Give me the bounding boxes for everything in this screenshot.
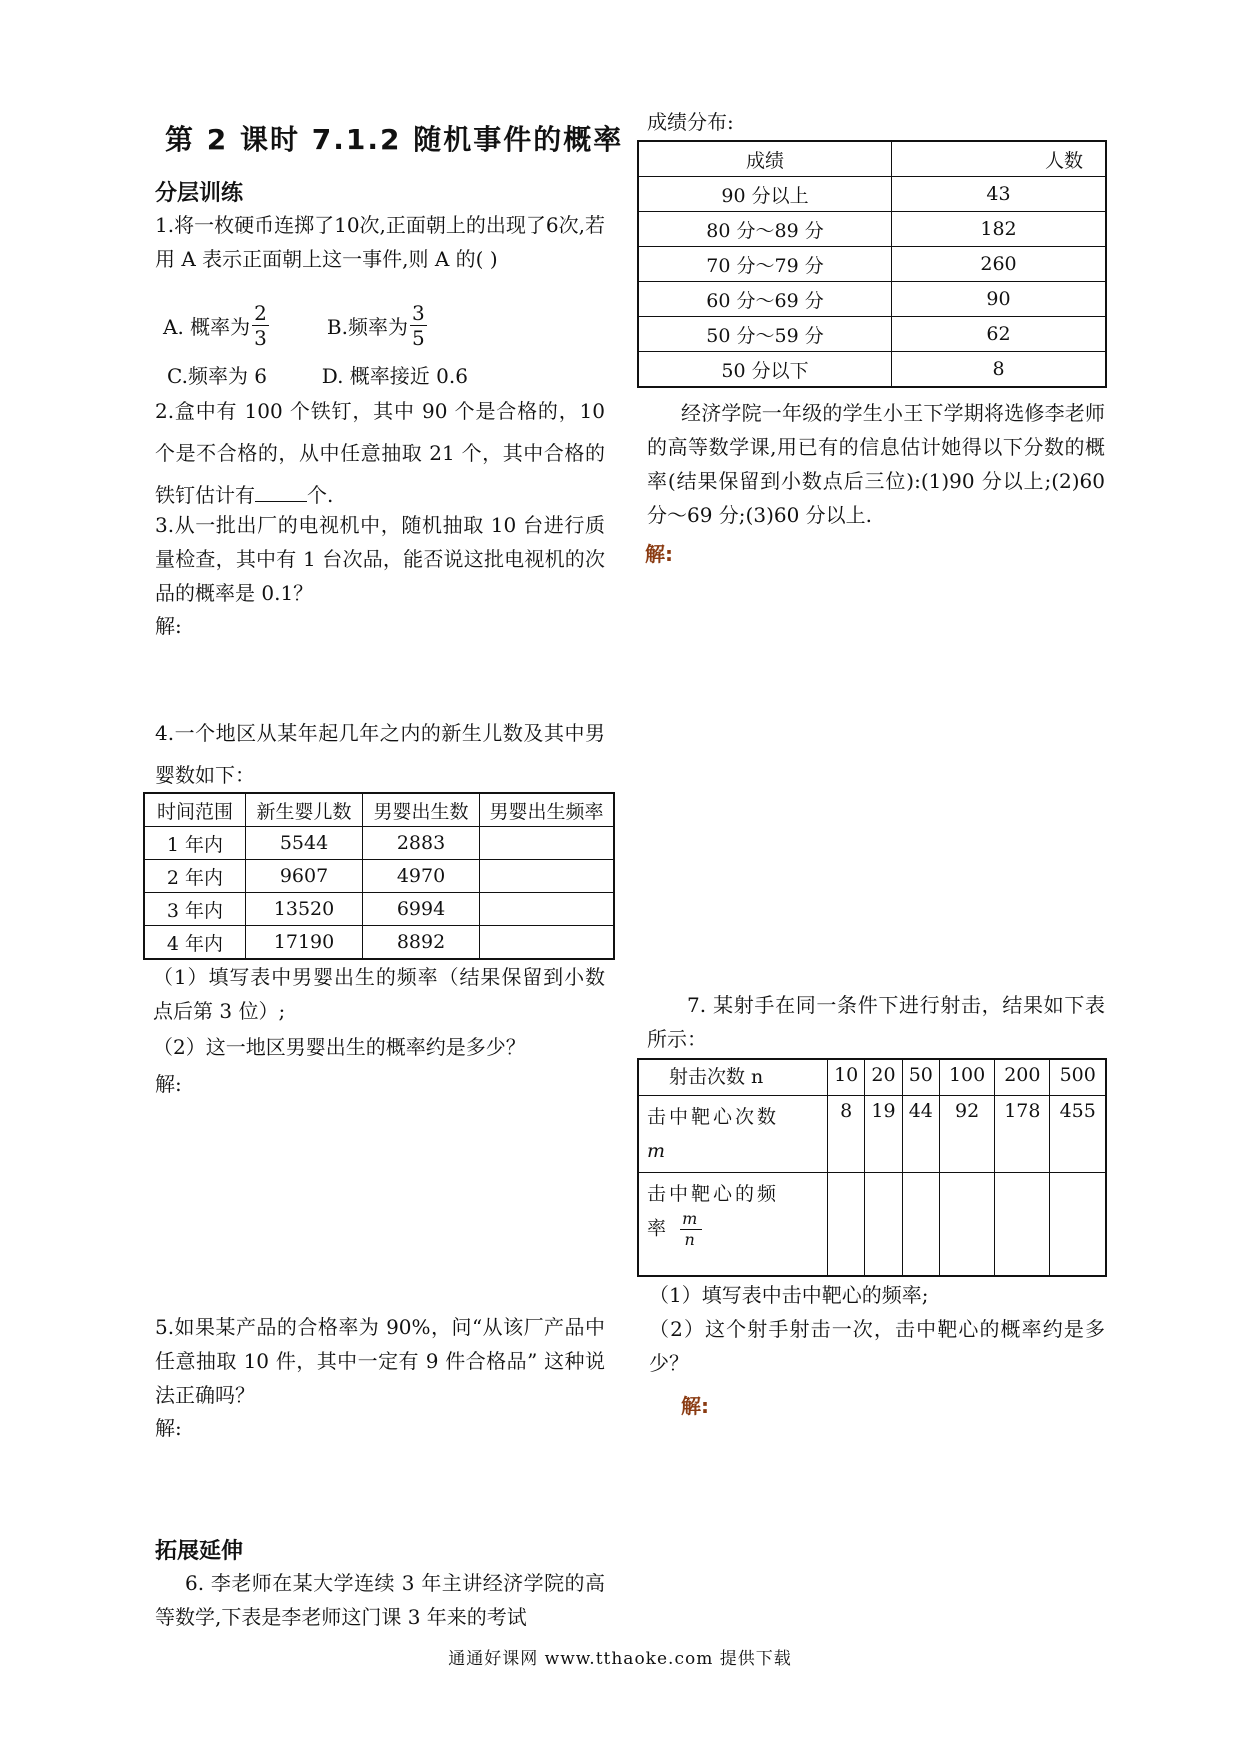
table-cell-blank[interactable]	[828, 1172, 865, 1276]
option-a-fraction	[252, 300, 269, 350]
question-7-sub-2: （2）这个射手射击一次，击中靶心的概率约是多少？	[649, 1317, 1105, 1375]
table-header-row	[144, 793, 614, 827]
table-cell: 500	[1050, 1059, 1106, 1095]
question-2-text-end: 个.	[307, 483, 334, 507]
question-7-sub-1: （1）填写表中击中靶心的频率;	[649, 1283, 929, 1307]
question-4-sub-1: （1）填写表中男婴出生的频率（结果保留到小数点后第 3 位）;	[153, 965, 605, 1023]
table-cell: 70 分～79 分	[638, 247, 892, 282]
table-cell: 200	[995, 1059, 1050, 1095]
table-cell: 3 年内	[144, 893, 246, 926]
section-heading-extend: 拓展延伸	[155, 1539, 244, 1564]
question-4-sub-2: （2）这一地区男婴出生的概率约是多少？	[153, 1035, 526, 1059]
table-header-cell: 成绩	[638, 141, 892, 177]
table-cell: 17190	[246, 926, 363, 960]
table-cell: 44	[902, 1095, 939, 1172]
table-header-cell: 时间范围	[144, 793, 246, 827]
births-table	[143, 792, 615, 960]
table-row	[638, 317, 1106, 352]
table-row	[144, 827, 614, 860]
table-cell: 455	[1050, 1095, 1106, 1172]
table-row	[638, 1059, 1106, 1095]
question-4-answer-label: 解:	[155, 1072, 182, 1096]
table-row	[638, 247, 1106, 282]
question-7-answer-label: 解:	[681, 1394, 709, 1418]
table-cell: 62	[892, 317, 1107, 352]
table-cell: 13520	[246, 893, 363, 926]
table-cell-blank[interactable]	[995, 1172, 1050, 1276]
table-cell-blank[interactable]	[865, 1172, 902, 1276]
table-header-cell: 男婴出生数	[363, 793, 480, 827]
table-cell: 10	[828, 1059, 865, 1095]
table-cell: 50 分以下	[638, 352, 892, 388]
table-row	[638, 352, 1106, 388]
table-cell-blank[interactable]	[902, 1172, 939, 1276]
row-label-frequency	[638, 1172, 828, 1276]
question-3-answer-label: 解:	[155, 614, 182, 638]
question-1-stem: 1.将一枚硬币连掷了10次,正面朝上的出现了6次,若用 A 表示正面朝上这一事件,则 A 的( )	[155, 213, 605, 271]
question-1-options-ab	[163, 298, 603, 352]
row-label-shots: 射击次数 n	[638, 1059, 828, 1095]
fraction-denominator: n	[684, 1229, 698, 1249]
fraction-numerator: m	[682, 1208, 701, 1228]
question-6-answer-label: 解:	[645, 542, 673, 566]
table-cell: 8	[828, 1095, 865, 1172]
table-cell-blank[interactable]	[480, 926, 615, 960]
question-2-text: 2.盒中有 100 个铁钉，其中 90 个是合格的，10 个是不合格的，从中任意抽取 21 个，其中合格的铁钉估计有	[155, 399, 605, 507]
table-cell: 50	[902, 1059, 939, 1095]
page-footer: 通通好课网 www.tthaoke.com 提供下载	[448, 1649, 792, 1669]
table-cell-blank[interactable]	[480, 860, 615, 893]
page-title: 第 2 课时 7.1.2 随机事件的概率	[165, 123, 624, 156]
table-cell: 178	[995, 1095, 1050, 1172]
table-header-cell: 人数	[892, 141, 1107, 177]
option-d-label: D. 概率接近 0.6	[321, 364, 468, 388]
question-5-answer-label: 解:	[155, 1416, 182, 1440]
question-6-stem: 6. 李老师在某大学连续 3 年主讲经济学院的高等数学,下表是李老师这门课 3 年来的考试	[155, 1571, 605, 1629]
table-cell: 2883	[363, 827, 480, 860]
scores-table	[637, 140, 1107, 388]
table-cell-blank[interactable]	[1050, 1172, 1106, 1276]
question-2-stem	[155, 390, 605, 516]
row-label-text: 击中靶心的频	[647, 1182, 780, 1205]
table-cell: 6994	[363, 893, 480, 926]
table-cell: 9607	[246, 860, 363, 893]
table-cell: 19	[865, 1095, 902, 1172]
table-cell: 8	[892, 352, 1107, 388]
table-row	[638, 212, 1106, 247]
table-cell: 20	[865, 1059, 902, 1095]
table-header-cell: 男婴出生频率	[480, 793, 615, 827]
table-cell: 60 分～69 分	[638, 282, 892, 317]
table-cell: 8892	[363, 926, 480, 960]
fraction-numerator: 3	[411, 300, 425, 325]
question-1-options-cd	[167, 360, 468, 389]
option-b-label: B.频率为	[326, 314, 408, 339]
table-cell: 90 分以上	[638, 177, 892, 212]
table-cell: 1 年内	[144, 827, 246, 860]
question-5-stem: 5.如果某产品的合格率为 90%，问“从该厂产品中任意抽取 10 件，其中一定有 9 件合格品” 这种说法正确吗？	[155, 1315, 605, 1407]
table-cell-blank[interactable]	[939, 1172, 994, 1276]
table-cell: 90	[892, 282, 1107, 317]
option-a-label: A. 概率为	[163, 314, 251, 339]
question-7-stem: 7. 某射手在同一条件下进行射击，结果如下表所示：	[647, 993, 1105, 1051]
shooting-table	[637, 1058, 1107, 1277]
question-6-continued: 成绩分布:	[647, 110, 734, 134]
table-row	[638, 1172, 1106, 1276]
fraction-denominator: 5	[411, 325, 425, 350]
row-label-text: 击中靶心次数	[647, 1105, 780, 1128]
answer-blank[interactable]	[255, 481, 307, 502]
table-row	[638, 282, 1106, 317]
table-cell: 4 年内	[144, 926, 246, 960]
variable-m: m	[647, 1139, 669, 1162]
table-cell-blank[interactable]	[480, 893, 615, 926]
table-cell: 50 分～59 分	[638, 317, 892, 352]
table-cell: 92	[939, 1095, 994, 1172]
question-6-question: 经济学院一年级的学生小王下学期将选修李老师的高等数学课,用已有的信息估计她得以下分数的概率(结果保留到小数点后三位):(1)90 分以上;(2)60 分～69 分;(3)60 分以上.	[647, 401, 1105, 527]
table-cell: 4970	[363, 860, 480, 893]
table-cell: 2 年内	[144, 860, 246, 893]
fraction-denominator: 3	[254, 325, 267, 350]
question-4-stem: 4.一个地区从某年起几年之内的新生儿数及其中男婴数如下：	[155, 721, 605, 787]
table-row	[638, 177, 1106, 212]
option-b-fraction	[410, 300, 427, 350]
row-label-text: 率	[647, 1217, 670, 1239]
table-row	[638, 1095, 1106, 1172]
table-cell: 182	[892, 212, 1107, 247]
table-header-cell: 新生婴儿数	[246, 793, 363, 827]
table-row	[144, 926, 614, 960]
table-cell: 260	[892, 247, 1107, 282]
section-heading-layered: 分层训练	[155, 181, 244, 206]
fraction-m-over-n	[680, 1208, 702, 1249]
row-label-hits	[638, 1095, 828, 1172]
fraction-numerator: 2	[254, 300, 267, 325]
table-header-row	[638, 141, 1106, 177]
table-cell: 100	[939, 1059, 994, 1095]
table-cell: 5544	[246, 827, 363, 860]
table-row	[144, 893, 614, 926]
table-cell-blank[interactable]	[480, 827, 615, 860]
question-3-stem: 3.从一批出厂的电视机中，随机抽取 10 台进行质量检查，其中有 1 台次品，能否说这批电视机的次品的概率是 0.1？	[155, 513, 605, 605]
option-c-label: C.频率为 6	[167, 364, 268, 388]
table-cell: 80 分～89 分	[638, 212, 892, 247]
table-cell: 43	[892, 177, 1107, 212]
table-row	[144, 860, 614, 893]
